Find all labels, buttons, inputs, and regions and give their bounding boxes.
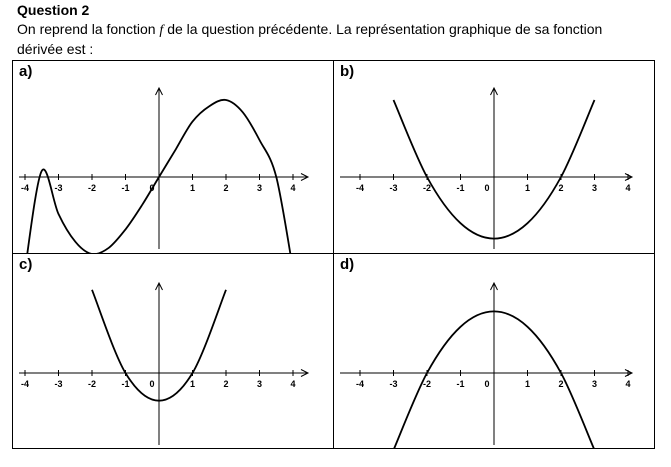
option-c[interactable]	[13, 254, 333, 449]
option-a[interactable]	[13, 61, 333, 253]
x-tick-label: 2	[223, 379, 229, 389]
x-tick-label: 0	[484, 183, 490, 193]
question-title: Question 2	[17, 2, 90, 18]
option-b-label: b)	[340, 63, 355, 80]
x-tick-label: -3	[54, 379, 63, 389]
graph-b	[334, 61, 655, 253]
x-tick-label: 3	[256, 379, 263, 389]
x-tick-label: -1	[121, 183, 130, 193]
graph-d	[334, 254, 655, 449]
x-tick-label: -1	[456, 379, 465, 389]
option-b[interactable]	[334, 61, 655, 253]
x-tick-label: 4	[290, 379, 296, 389]
x-tick-label: 3	[591, 183, 598, 193]
answer-grid	[12, 60, 655, 449]
question-text-after: de la question précédente. La représentation graphique de sa fonction dérivée est :	[17, 21, 603, 57]
x-tick-label: -3	[389, 183, 398, 193]
question-text	[17, 20, 617, 59]
x-tick-label: -4	[20, 183, 30, 193]
option-d-label: d)	[340, 256, 355, 273]
x-tick-label: 4	[625, 183, 631, 193]
x-tick-label: -2	[422, 379, 432, 389]
x-tick-label: -2	[87, 379, 97, 389]
x-tick-label: 2	[223, 183, 229, 193]
x-tick-label: -4	[355, 379, 365, 389]
x-tick-label: 3	[591, 379, 598, 389]
x-tick-label: -2	[87, 183, 97, 193]
x-tick-label: -3	[389, 379, 398, 389]
x-tick-label: 4	[625, 379, 631, 389]
x-tick-label: 1	[524, 183, 531, 193]
x-tick-label: -3	[54, 183, 63, 193]
x-tick-label: 1	[189, 183, 196, 193]
x-tick-label: 0	[149, 183, 155, 193]
x-tick-label: -4	[355, 183, 365, 193]
x-tick-label: 3	[256, 183, 263, 193]
x-tick-label: -1	[456, 183, 465, 193]
option-d[interactable]	[334, 254, 655, 449]
x-tick-label: 2	[558, 379, 564, 389]
x-tick-label: 1	[189, 379, 196, 389]
question-text-before: On reprend la fonction	[17, 21, 160, 37]
x-tick-label: 1	[524, 379, 531, 389]
option-a-label: a)	[19, 63, 33, 80]
function-symbol: f	[159, 23, 164, 38]
x-tick-label: -2	[422, 183, 432, 193]
x-tick-label: 4	[290, 183, 296, 193]
x-tick-label: -1	[121, 379, 130, 389]
x-tick-label: -4	[20, 379, 30, 389]
x-tick-label: 0	[484, 379, 490, 389]
graph-c	[13, 254, 333, 449]
x-tick-label: 2	[558, 183, 564, 193]
option-c-label: c)	[19, 256, 33, 273]
x-tick-label: 0	[149, 379, 155, 389]
graph-a	[13, 61, 333, 253]
